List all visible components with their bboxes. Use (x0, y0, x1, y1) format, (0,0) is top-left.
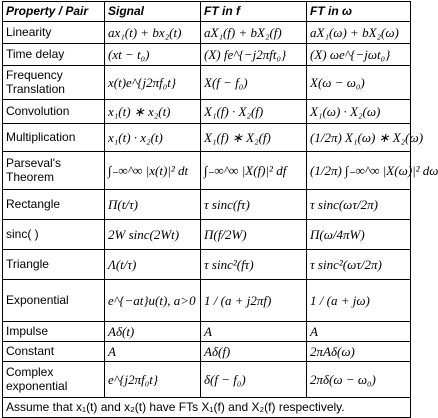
property-cell: Multiplication (3, 124, 105, 152)
table-row (3, 190, 411, 220)
header-row (3, 2, 411, 22)
header-ft-f: FT in f (201, 2, 307, 22)
header-signal: Signal (105, 2, 201, 22)
ft-omega-cell: X₁(ω) · X₂(ω) (307, 100, 411, 124)
signal-cell: 2W sinc(2Wt) (105, 220, 201, 250)
signal-cell: A (105, 342, 201, 362)
footnote: Assume that x₁(t) and x₂(t) have FTs X₁(f) and X₂(f) respectively. (3, 398, 411, 418)
table-row (3, 152, 411, 190)
table-row (3, 280, 411, 322)
signal-cell: ax₁(t) + bx₂(t) (105, 22, 201, 44)
ft-f-cell: δ(f − f₀) (201, 362, 307, 398)
signal-cell: ∫₋∞^∞ |x(t)|² dt (105, 152, 201, 190)
footnote-row (3, 398, 411, 418)
ft-f-cell: aX₁(f) + bX₂(f) (201, 22, 307, 44)
signal-cell: e^{j2πf₀t} (105, 362, 201, 398)
ft-omega-cell: 2πδ(ω − ω₀) (307, 362, 411, 398)
table-row (3, 250, 411, 280)
ft-f-cell: τ sinc²(fτ) (201, 250, 307, 280)
ft-omega-cell: τ sinc(ωτ/2π) (307, 190, 411, 220)
ft-omega-cell: (1/2π) X₁(ω) ∗ X₂(ω) (307, 124, 411, 152)
property-cell: Convolution (3, 100, 105, 124)
property-cell: Linearity (3, 22, 105, 44)
property-cell: Time delay (3, 44, 105, 66)
ft-f-cell: Π(f/2W) (201, 220, 307, 250)
table-row (3, 342, 411, 362)
property-cell: Triangle (3, 250, 105, 280)
ft-f-cell: ∫₋∞^∞ |X(f)|² df (201, 152, 307, 190)
table-row (3, 220, 411, 250)
ft-f-cell: X(f − f₀) (201, 66, 307, 100)
signal-cell: x(t)e^{j2πf₀t} (105, 66, 201, 100)
signal-cell: x₁(t) ∗ x₂(t) (105, 100, 201, 124)
property-cell: sinc( ) (3, 220, 105, 250)
ft-f-cell: τ sinc(fτ) (201, 190, 307, 220)
ft-omega-cell: τ sinc²(ωτ/2π) (307, 250, 411, 280)
property-cell: Rectangle (3, 190, 105, 220)
ft-omega-cell: aX₁(ω) + bX₂(ω) (307, 22, 411, 44)
ft-omega-cell: X(ω − ω₀) (307, 66, 411, 100)
signal-cell: e^{−at}u(t), a>0 (105, 280, 201, 322)
signal-cell: Λ(t/τ) (105, 250, 201, 280)
ft-omega-cell: (X) ωe^{−jωt₀} (307, 44, 411, 66)
ft-omega-cell: Π(ω/4πW) (307, 220, 411, 250)
ft-f-cell: X₁(f) ∗ X₂(f) (201, 124, 307, 152)
table-row (3, 66, 411, 100)
ft-omega-cell: A (307, 322, 411, 342)
table-row (3, 322, 411, 342)
property-cell: Impulse (3, 322, 105, 342)
header-property: Property / Pair (3, 2, 105, 22)
ft-omega-cell: 2πAδ(ω) (307, 342, 411, 362)
ft-omega-cell: (1/2π) ∫₋∞^∞ |X(ω)|² dω (307, 152, 411, 190)
property-cell: Complex exponential (3, 362, 105, 398)
ft-omega-cell: 1 / (a + jω) (307, 280, 411, 322)
fourier-transform-table (2, 1, 438, 418)
signal-cell: Π(t/τ) (105, 190, 201, 220)
table-row (3, 22, 411, 44)
table-row (3, 362, 411, 398)
table-row (3, 100, 411, 124)
table-row (3, 44, 411, 66)
property-cell: Exponential (3, 280, 105, 322)
signal-cell: x₁(t) · x₂(t) (105, 124, 201, 152)
ft-f-cell: (X) fe^{−j2πft₀} (201, 44, 307, 66)
signal-cell: (xt − t₀) (105, 44, 201, 66)
ft-f-cell: X₁(f) · X₂(f) (201, 100, 307, 124)
property-cell: Frequency Translation (3, 66, 105, 100)
property-cell: Parseval's Theorem (3, 152, 105, 190)
table-row (3, 124, 411, 152)
ft-f-cell: 1 / (a + j2πf) (201, 280, 307, 322)
signal-cell: Aδ(t) (105, 322, 201, 342)
header-ft-omega: FT in ω (307, 2, 411, 22)
ft-f-cell: Aδ(f) (201, 342, 307, 362)
property-cell: Constant (3, 342, 105, 362)
ft-f-cell: A (201, 322, 307, 342)
